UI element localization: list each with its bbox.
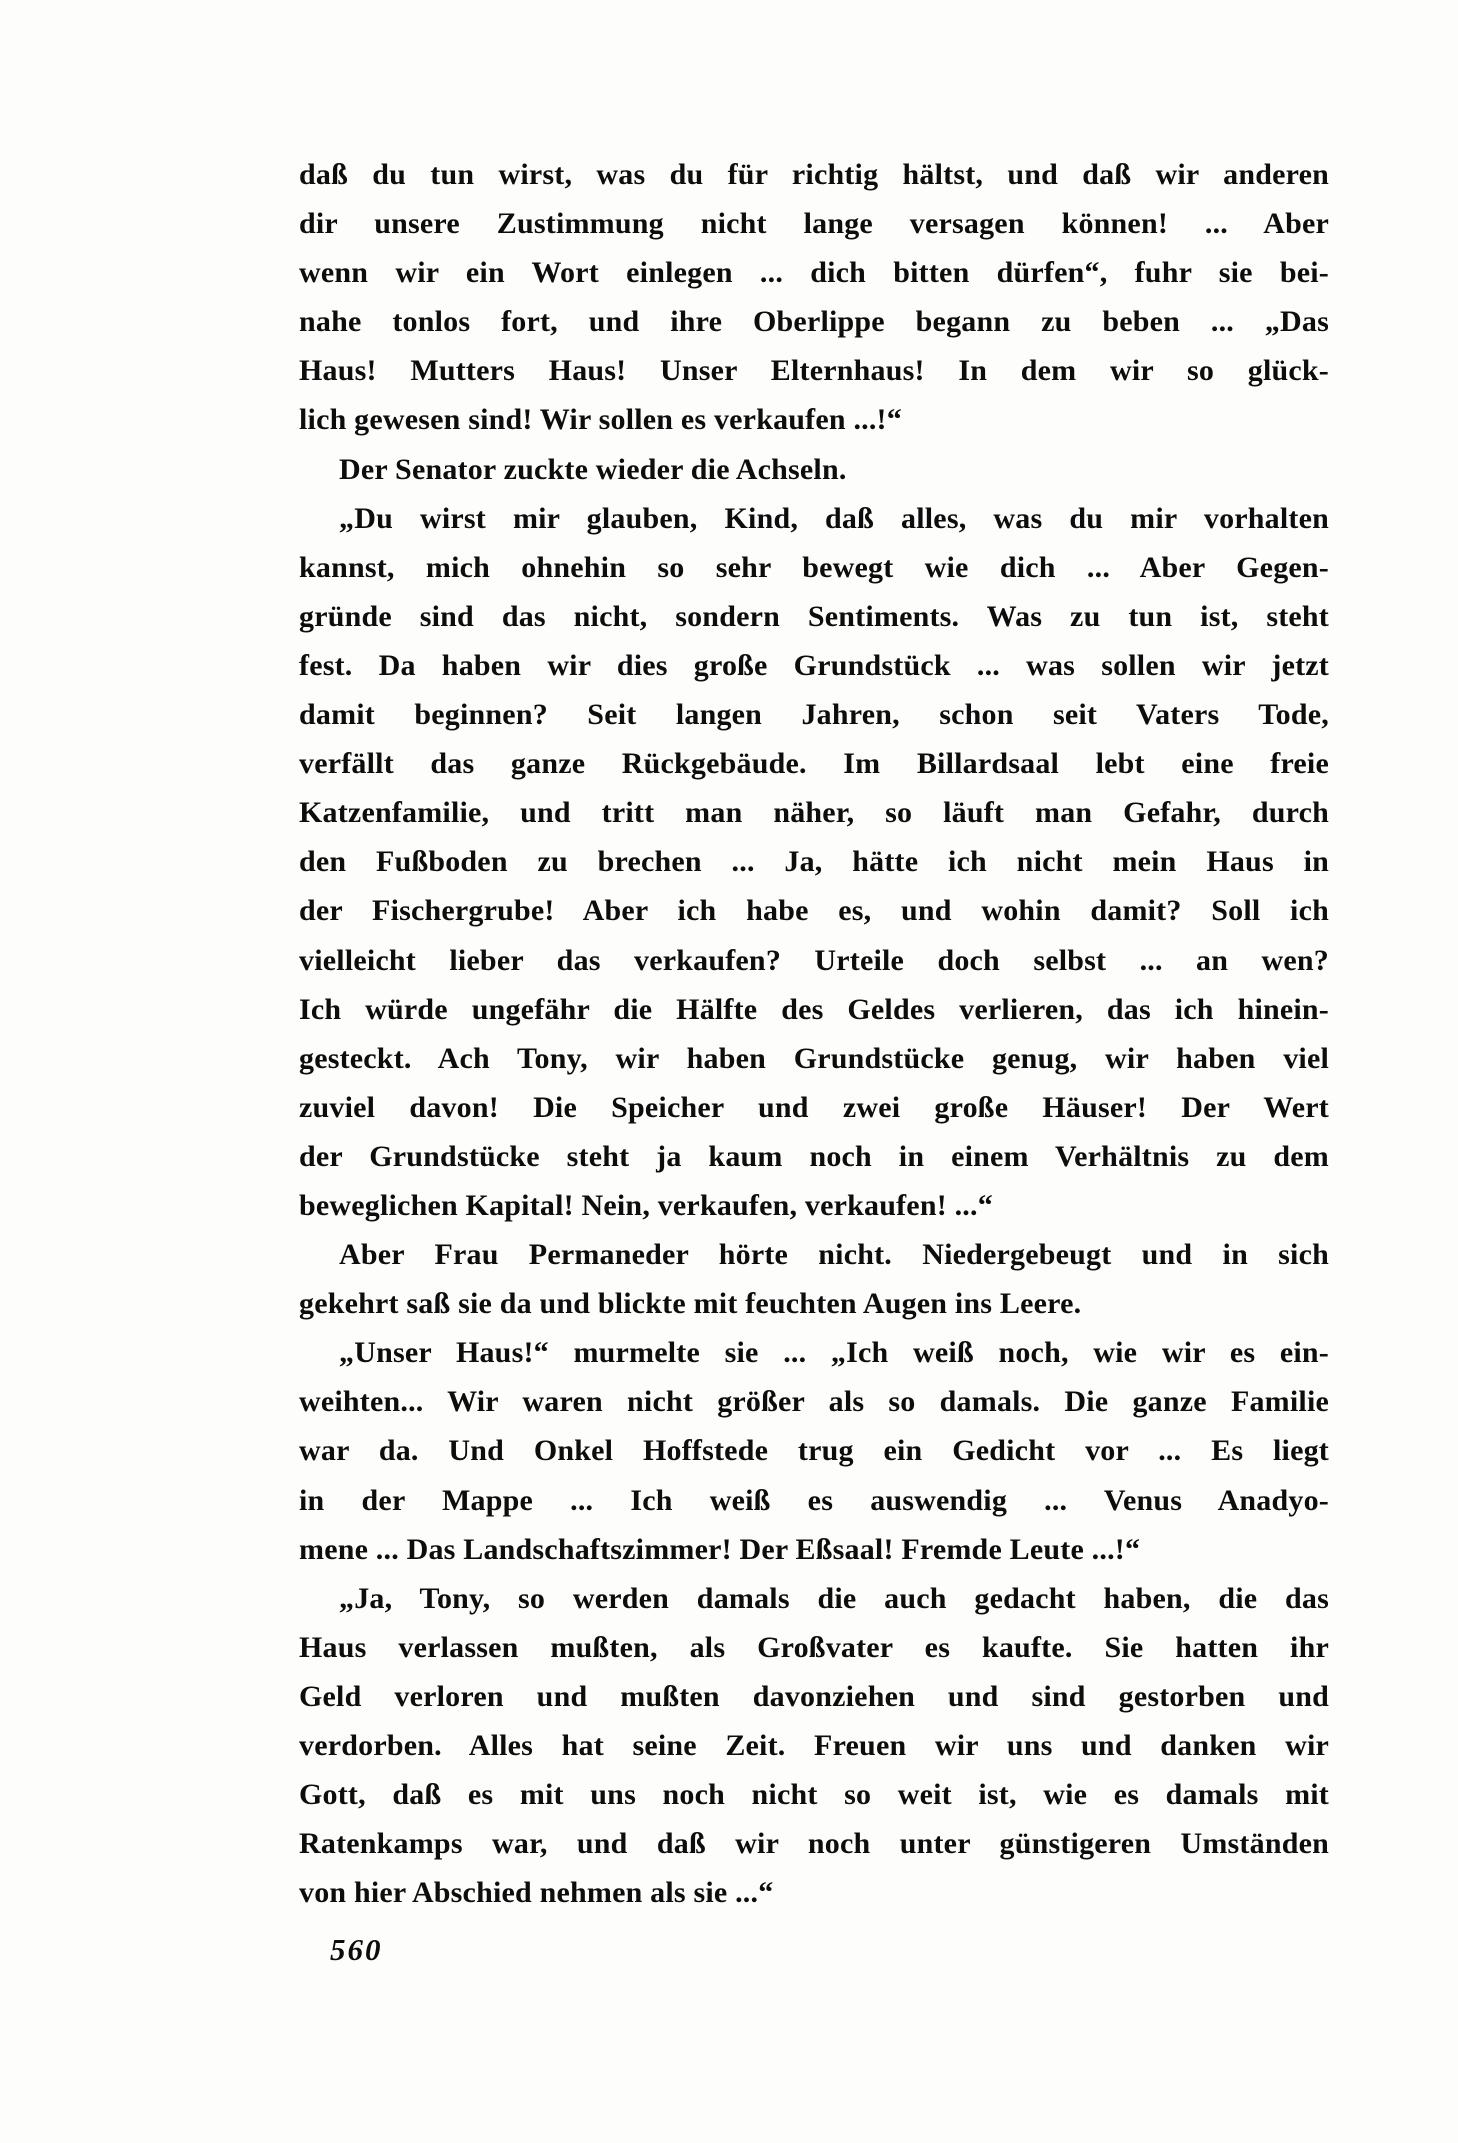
text-line: nahe tonlos fort, und ihre Oberlippe begann zu beben ... „Das xyxy=(299,305,1329,339)
text-line: von hier Abschied nehmen als sie ...“ xyxy=(299,1876,774,1910)
text-line: „Ja, Tony, so werden damals die auch gedacht haben, die das xyxy=(339,1581,1329,1615)
text-line: lich gewesen sind! Wir sollen es verkaufen ...!“ xyxy=(299,403,902,437)
text-line: Katzenfamilie, und tritt man näher, so läuft man Gefahr, durch xyxy=(299,796,1329,830)
text-line: zuviel davon! Die Speicher und zwei große Häuser! Der Wert xyxy=(299,1090,1329,1124)
text-line: den Fußboden zu brechen ... Ja, hätte ich nicht mein Haus in xyxy=(299,845,1329,879)
text-line: gründe sind das nicht, sondern Sentiments. Was zu tun ist, steht xyxy=(299,599,1329,633)
paragraph xyxy=(299,1230,1329,1328)
text-line: Gott, daß es mit uns noch nicht so weit ist, wie es damals mit xyxy=(299,1778,1329,1812)
paragraph xyxy=(299,494,1329,1230)
text-line: „Du wirst mir glauben, Kind, daß alles, was du mir vorhalten xyxy=(339,501,1329,535)
text-line: „Unser Haus!“ murmelte sie ... „Ich weiß noch, wie wir es ein- xyxy=(339,1336,1329,1370)
paragraph xyxy=(299,1574,1329,1918)
text-line: dir unsere Zustimmung nicht lange versagen können! ... Aber xyxy=(299,207,1329,241)
text-line: Der Senator zuckte wieder die Achseln. xyxy=(339,452,847,486)
text-line: damit beginnen? Seit langen Jahren, schon seit Vaters Tode, xyxy=(299,698,1329,732)
paragraph xyxy=(299,445,1329,494)
text-line: mene ... Das Landschaftszimmer! Der Eßsaal! Fremde Leute ...!“ xyxy=(299,1532,1141,1566)
text-line: Ich würde ungefähr die Hälfte des Geldes verlieren, das ich hinein- xyxy=(299,992,1329,1026)
text-line: Aber Frau Permaneder hörte nicht. Niedergebeugt und in sich xyxy=(339,1238,1329,1272)
text-line: gesteckt. Ach Tony, wir haben Grundstücke genug, wir haben viel xyxy=(299,1041,1329,1075)
text-block xyxy=(299,150,1329,1917)
text-line: wenn wir ein Wort einlegen ... dich bitten dürfen“, fuhr sie bei- xyxy=(299,256,1329,290)
paragraph xyxy=(299,150,1329,445)
text-line: verfällt das ganze Rückgebäude. Im Billardsaal lebt eine freie xyxy=(299,747,1329,781)
text-line: daß du tun wirst, was du für richtig hältst, und daß wir anderen xyxy=(299,158,1329,191)
text-line: kannst, mich ohnehin so sehr bewegt wie dich ... Aber Gegen- xyxy=(299,550,1329,584)
text-line: der Fischergrube! Aber ich habe es, und wohin damit? Soll ich xyxy=(299,894,1329,928)
text-line: fest. Da haben wir dies große Grundstück ... was sollen wir jetzt xyxy=(299,648,1329,682)
page-number: 560 xyxy=(330,1932,383,1967)
text-line: Ratenkamps war, und daß wir noch unter günstigeren Umständen xyxy=(299,1827,1329,1861)
text-line: vielleicht lieber das verkaufen? Urteile doch selbst ... an wen? xyxy=(299,943,1329,977)
text-line: verdorben. Alles hat seine Zeit. Freuen wir uns und danken wir xyxy=(299,1729,1329,1762)
text-line: der Grundstücke steht ja kaum noch in einem Verhältnis zu dem xyxy=(299,1139,1329,1173)
text-line: Geld verloren und mußten davonziehen und sind gestorben und xyxy=(299,1679,1329,1713)
text-line: war da. Und Onkel Hoffstede trug ein Gedicht vor ... Es liegt xyxy=(299,1434,1329,1468)
text-line: beweglichen Kapital! Nein, verkaufen, verkaufen! ...“ xyxy=(299,1188,993,1222)
text-line: gekehrt saß sie da und blickte mit feuchten Augen ins Leere. xyxy=(299,1287,1082,1321)
paragraph xyxy=(299,1328,1329,1573)
text-line: in der Mappe ... Ich weiß es auswendig ... Venus Anadyo- xyxy=(299,1483,1329,1517)
text-line: Haus! Mutters Haus! Unser Elternhaus! In dem wir so glück- xyxy=(299,354,1329,388)
text-line: weihten... Wir waren nicht größer als so damals. Die ganze Familie xyxy=(299,1385,1329,1419)
text-line: Haus verlassen mußten, als Großvater es kaufte. Sie hatten ihr xyxy=(299,1630,1329,1664)
